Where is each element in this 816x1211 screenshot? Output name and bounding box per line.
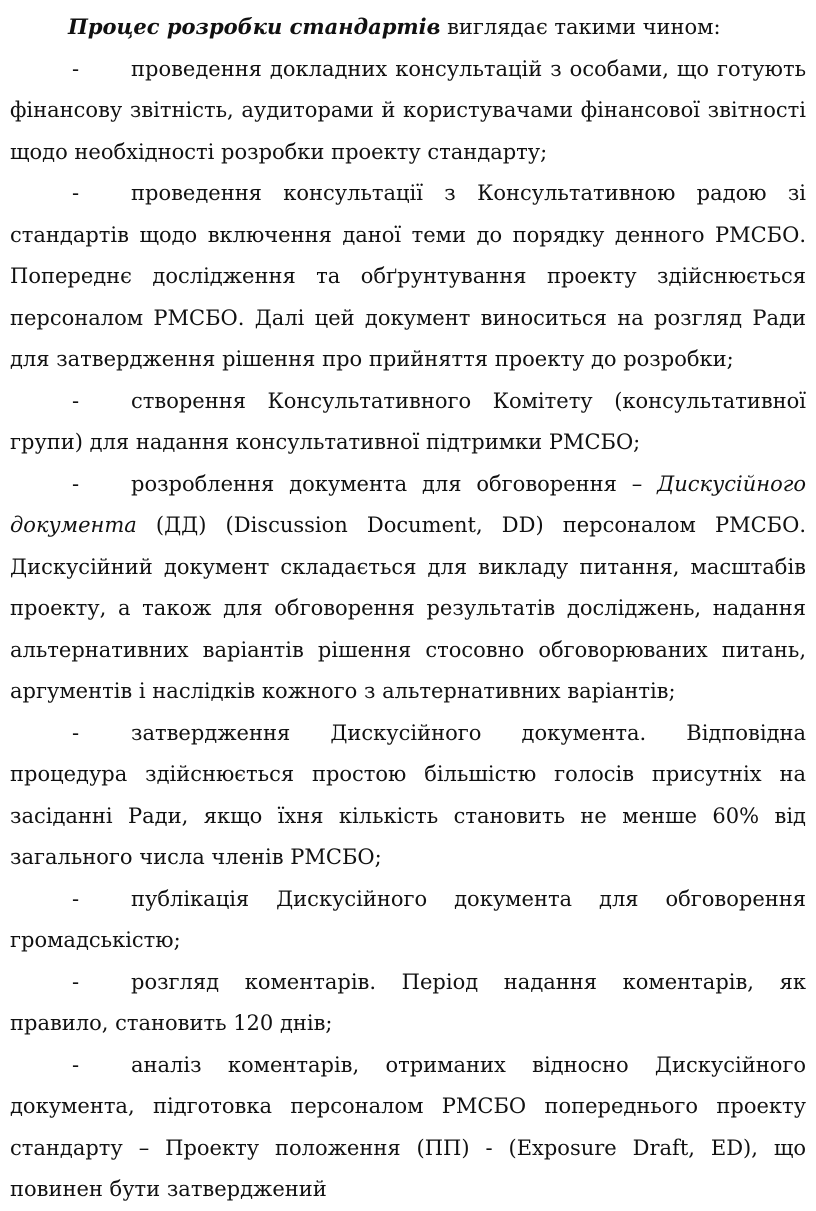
intro-rest: виглядає такими чином: <box>440 15 721 39</box>
list-dash: - <box>72 1052 80 1077</box>
list-item-text: публікація Дискусійного документа для обговорення громадськістю; <box>10 886 806 952</box>
list-dash: - <box>72 471 80 496</box>
list-item <box>10 49 806 174</box>
list-item <box>10 381 806 464</box>
list-dash: - <box>72 56 80 81</box>
list-item-text: проведення докладних консультацій з особами, що готують фінансову звітність, аудиторами й користувачами фінансової звітності щодо необхідності розробки проекту стандарту; <box>10 56 806 164</box>
list-item-text: (ДД) (Discussion Document, DD) персоналом РМСБО. Дискусійний документ складається для викладу питання, масштабів проекту, а також для обговорення результатів досліджень, надання альтернативних варіантів рішення стосовно обговорюваних питань, аргументів і наслідків кожного з альтернативних варіантів; <box>10 513 806 703</box>
list-item-text: розроблення документа для обговорення – <box>131 471 658 496</box>
list-item-italic-term: Дискусійного документа <box>10 471 806 537</box>
list-item <box>10 962 806 1045</box>
list-dash: - <box>72 969 80 994</box>
list-item-text: затвердження Дискусійного документа. Відповідна процедура здійснюється простою більшістю голосів присутніх на засіданні Ради, якщо їхня кількість становить не менше 60% від загального числа членів РМСБО; <box>10 720 806 869</box>
list-dash: - <box>72 181 80 205</box>
list-item <box>10 713 806 879</box>
list-item-text: створення Консультативного Комітету (консультативної групи) для надання консультативної підтримки РМСБО; <box>10 388 806 454</box>
list-item-text: проведення консультації з Консультативною радою зі стандартів щодо включення даної теми до порядку денного РМСБО. Попереднє дослідження та обґрунтування проекту здійснюється персоналом РМСБО. Далі цей документ виноситься на розгляд Ради для затвердження рішення про прийняття проекту до розробки; <box>10 181 806 371</box>
list-item-text: розгляд коментарів. Період надання коментарів, як правило, становить 120 днів; <box>10 969 806 1035</box>
list-item <box>10 173 806 381</box>
list-item <box>10 879 806 962</box>
list-item <box>10 1045 806 1211</box>
list-item-text: аналіз коментарів, отриманих відносно Дискусійного документа, підготовка персоналом РМСБО попереднього проекту стандарту – Проекту положення (ПП) - (Exposure Draft, ED), що повинен бути затверджений <box>10 1052 806 1201</box>
list-item <box>10 464 806 713</box>
list-dash: - <box>72 886 80 911</box>
list-dash: - <box>72 720 80 745</box>
intro-emphasis: Процес розробки стандартів <box>68 14 441 39</box>
intro-paragraph <box>10 6 806 49</box>
list-dash: - <box>72 388 80 413</box>
